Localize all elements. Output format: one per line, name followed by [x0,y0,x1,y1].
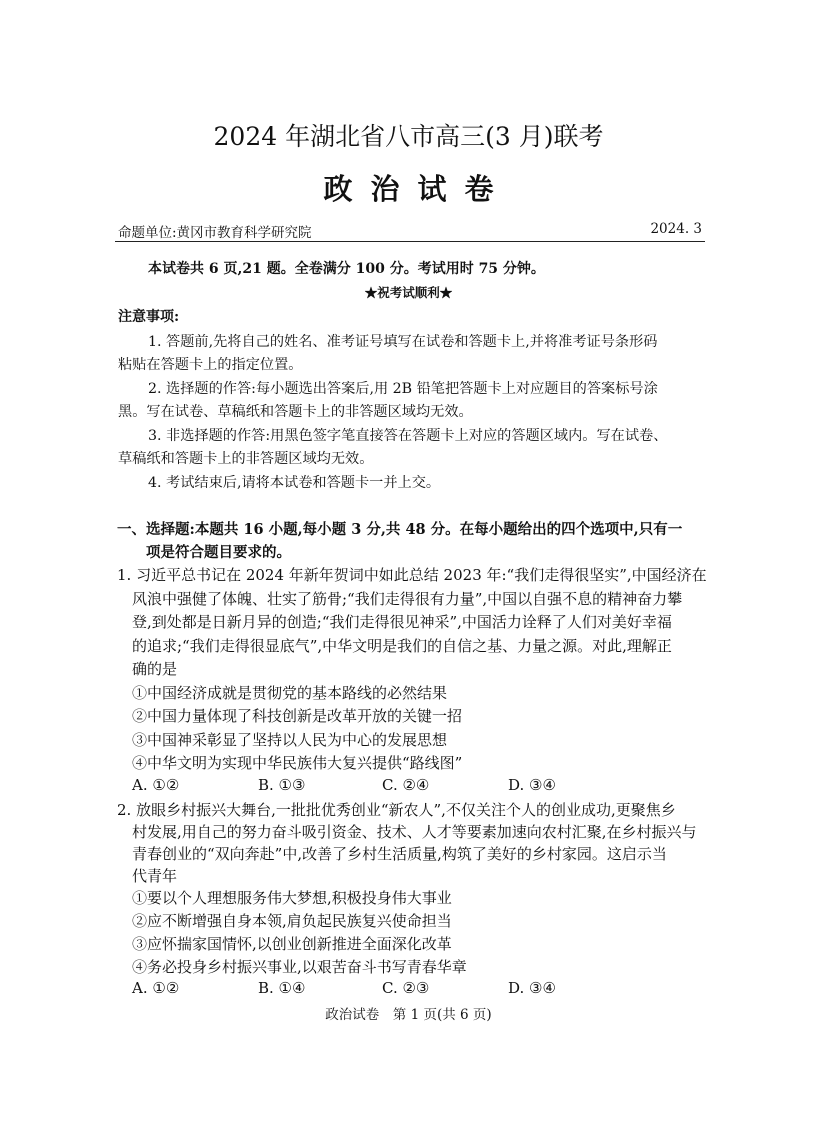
option-d: D. ③④ [508,776,556,794]
section-heading-cont: 项是符合题目要求的。 [146,544,291,561]
option-b: B. ①④ [258,979,306,997]
statement-item: ④中华文明为实现中华民族伟大复兴提供“路线图” [132,754,463,772]
question-stem-line: 青春创业的“双向奔赴”中,改善了乡村生活质量,构筑了美好的乡村家园。这启示当 [132,845,667,863]
note-line: 3. 非选择题的作答:用黑色签字笔直接答在答题卡上对应的答题区域内。写在试卷、 [148,428,668,444]
exam-summary: 本试卷共 6 页,21 题。全卷满分 100 分。考试用时 75 分钟。 [148,261,545,277]
note-line: 1. 答题前,先将自己的姓名、准考证号填写在试卷和答题卡上,并将准考证号条形码 [148,334,658,350]
exam-date: 2024. 3 [650,221,702,237]
exam-title: 2024 年湖北省八市高三(3 月)联考 [213,122,604,151]
statement-item: ④务必投身乡村振兴事业,以艰苦奋斗书写青春华章 [132,958,467,976]
question-stem-line: 的追求;“我们走得很显底气”,中华文明是我们的自信之基、力量之源。对此,理解正 [132,637,672,655]
option-d: D. ③④ [508,979,556,997]
option-a: A. ①② [132,776,180,794]
statement-item: ①中国经济成就是贯彻党的基本路线的必然结果 [132,684,448,702]
section-heading: 一、选择题:本题共 16 小题,每小题 3 分,共 48 分。在每小题给出的四个选项中,只有一 [117,521,683,538]
question-stem-line: 1. 习近平总书记在 2024 年新年贺词中如此总结 2023 年:“我们走得很坚实”,中国经济在 [117,566,707,584]
good-luck-banner: ★祝考试顺利★ [364,285,453,300]
note-line: 黑。写在试卷、草稿纸和答题卡上的非答题区域均无效。 [118,404,473,420]
question-stem-line: 村发展,用自己的努力奋斗吸引资金、技术、人才等要素加速向农村汇聚,在乡村振兴与 [132,823,697,841]
subject-title: 政治试卷 [323,172,512,206]
question-stem-line: 登,到处都是日新月异的创造;“我们走得很见神采”,中国活力诠释了人们对美好幸福 [132,613,672,631]
statement-item: ②应不断增强自身本领,肩负起民族复兴使命担当 [132,912,452,930]
statement-item: ①要以个人理想服务伟大梦想,积极投身伟大事业 [132,889,452,907]
question-stem-line: 风浪中强健了体魄、壮实了筋骨;“我们走得很有力量”,中国以自强不息的精神奋力攀 [132,590,683,608]
note-line: 4. 考试结束后,请将本试卷和答题卡一并上交。 [148,475,441,491]
question-stem-line: 确的是 [132,660,178,678]
header-divider [115,241,705,242]
question-stem-line: 2. 放眼乡村振兴大舞台,一批批优秀创业“新农人”,不仅关注个人的创业成功,更聚焦乡 [117,801,676,819]
note-line: 草稿纸和答题卡上的非答题区域均无效。 [118,451,374,467]
option-c: C. ②④ [382,776,430,794]
option-a: A. ①② [132,979,180,997]
author-unit: 命题单位:黄冈市教育科学研究院 [118,225,312,241]
note-line: 2. 选择题的作答:每小题选出答案后,用 2B 铅笔把答题卡上对应题目的答案标号涂 [148,381,658,397]
note-line: 粘贴在答题卡上的指定位置。 [118,357,303,373]
option-b: B. ①③ [258,776,306,794]
statement-item: ③中国神采彰显了坚持以人民为中心的发展思想 [132,731,448,749]
question-stem-line: 代青年 [132,867,178,885]
statement-item: ③应怀揣家国情怀,以创业创新推进全面深化改革 [132,935,452,953]
notes-heading: 注意事项: [118,309,180,325]
page-footer: 政治试卷 第 1 页(共 6 页) [325,1007,492,1023]
statement-item: ②中国力量体现了科技创新是改革开放的关键一招 [132,707,463,725]
option-c: C. ②③ [382,979,430,997]
